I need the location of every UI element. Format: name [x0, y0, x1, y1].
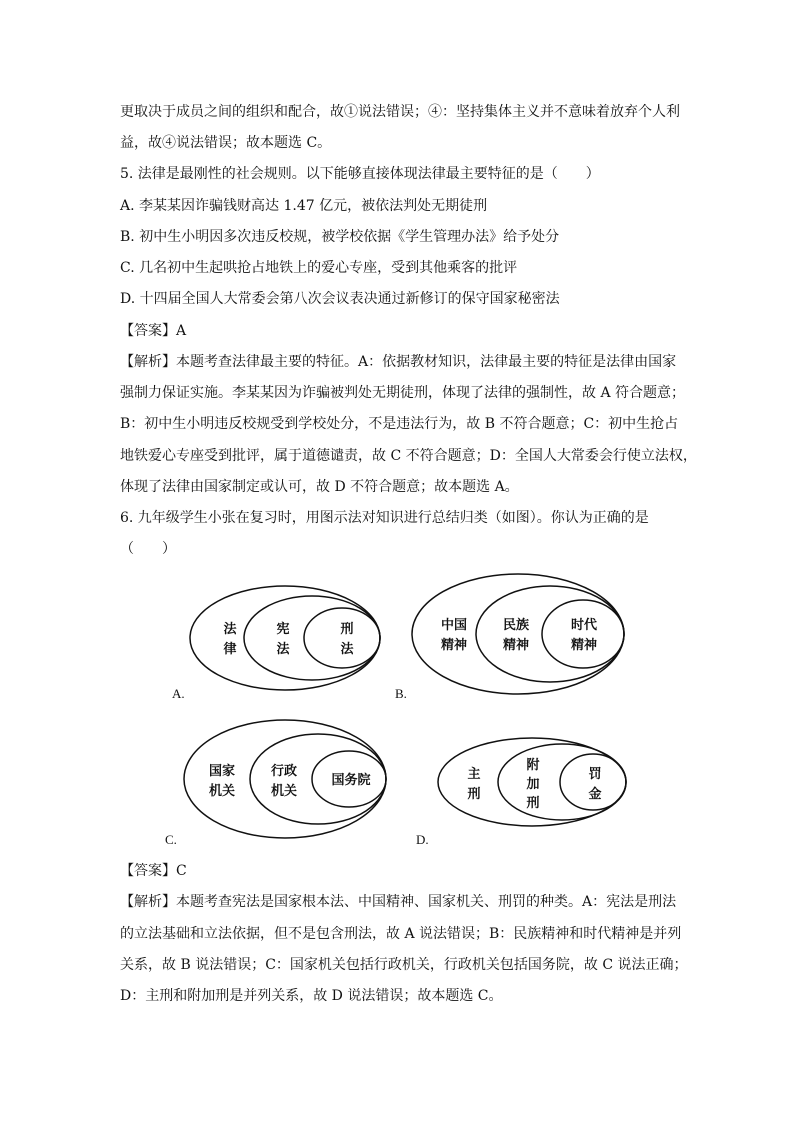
diagram-b-outer-ellipse [412, 574, 624, 694]
diagram-b-middle-line2: 精神 [502, 638, 530, 653]
diagram-c-middle-line2: 机关 [270, 784, 298, 799]
diagram-b [412, 572, 627, 702]
diagram-d-svg [438, 736, 633, 836]
question-6-stem: 6. 九年级学生小张在复习时，用图示法对知识进行总结归类（如图）。你认为正确的是 [120, 510, 649, 526]
diagram-d-outer-line2: 刑 [467, 787, 481, 802]
diagram-b-outer-line2: 精神 [440, 638, 468, 653]
question-6-analysis-1: 【解析】本题考查宪法是国家根本法、中国精神、国家机关、刑罚的种类。A：宪法是刑法 [120, 894, 677, 910]
diagram-c-outer-line1: 国家 [208, 764, 236, 779]
diagram-d-middle-line2: 加 [526, 777, 540, 792]
diagram-a [190, 585, 390, 700]
diagram-d-option-label: D. [416, 832, 429, 847]
diagram-a-svg [190, 585, 390, 700]
question-6-blank: （ ） [120, 541, 176, 557]
question-5-analysis-4: 地铁爱心专座受到批评，属于道德谴责，故 C 不符合题意；D：全国人大常委会行使立法权， [120, 448, 697, 464]
diagram-a-option-label: A. [172, 686, 185, 701]
question-5-analysis-3: B：初中生小明违反校规受到学校处分，不是违法行为，故 B 不符合题意；C：初中生抢占 [120, 416, 679, 432]
diagram-d-middle-line3: 刑 [526, 796, 540, 811]
question-5-analysis-1: 【解析】本题考查法律最主要的特征。A：依据教材知识，法律最主要的特征是法律由国家 [120, 354, 677, 370]
diagram-b-inner-line1: 时代 [570, 618, 598, 633]
diagram-a-middle-line2: 法 [276, 642, 290, 657]
question-5-analysis-2: 强制力保证实施。李某某因为诈骗被判处无期徒刑，体现了法律的强制性，故 A 符合题意； [120, 385, 686, 401]
diagram-a-middle-ellipse [244, 596, 380, 680]
diagram-a-middle-line1: 宪 [276, 622, 290, 637]
question-5-stem: 5. 法律是最刚性的社会规则。以下能够直接体现法律最主要特征的是（ ） [120, 166, 600, 182]
diagram-a-inner-line2: 法 [340, 642, 354, 657]
diagram-c [184, 718, 389, 843]
diagram-d [438, 736, 633, 836]
question-5-option-d: D. 十四届全国人大常委会第八次会议表决通过新修订的保守国家秘密法 [120, 291, 560, 307]
diagram-d-inner-line2: 金 [588, 787, 602, 802]
diagram-d-middle-ellipse [498, 744, 626, 820]
diagram-b-middle-ellipse [476, 586, 624, 682]
question-5-option-a: A. 李某某因诈骗钱财高达 1.47 亿元，被依法判处无期徒刑 [120, 198, 488, 214]
diagram-c-outer-line2: 机关 [208, 784, 236, 799]
diagram-d-inner-line1: 罚 [588, 767, 602, 782]
diagram-d-outer-line1: 主 [467, 767, 481, 782]
diagram-a-inner-ellipse [304, 608, 380, 668]
diagram-b-option-label: B. [395, 686, 407, 701]
diagram-c-option-label: C. [165, 832, 177, 847]
diagram-b-middle-line1: 民族 [502, 618, 530, 633]
diagram-b-svg [412, 572, 627, 702]
diagram-a-outer-ellipse [190, 586, 380, 690]
question-6-analysis-3: 关系，故 B 说法错误；C：国家机关包括行政机关，行政机关包括国务院，故 C 说法正确； [120, 957, 688, 973]
question-5-option-c: C. 几名初中生起哄抢占地铁上的爱心专座，受到其他乘客的批评 [120, 260, 518, 276]
diagram-a-inner-line1: 刑 [340, 622, 354, 637]
text-line-2: 益，故④说法错误；故本题选 C。 [120, 135, 332, 151]
diagram-b-outer-line1: 中国 [440, 618, 468, 633]
diagram-a-outer-line1: 法 [223, 622, 237, 637]
diagram-c-inner-line1: 国务院 [331, 773, 371, 788]
diagram-d-middle-line1: 附 [526, 758, 540, 773]
question-5-analysis-5: 体现了法律由国家制定或认可，故 D 不符合题意；故本题选 A。 [120, 479, 519, 495]
question-6-analysis-4: D：主刑和附加刑是并列关系，故 D 说法错误；故本题选 C。 [120, 988, 503, 1004]
diagram-b-inner-ellipse [542, 600, 624, 668]
diagram-c-middle-line1: 行政 [270, 764, 298, 779]
text-line-1: 更取决于成员之间的组织和配合，故①说法错误；④：坚持集体主义并不意味着放弃个人利 [120, 104, 680, 120]
question-5-option-b: B. 初中生小明因多次违反校规，被学校依据《学生管理办法》给予处分 [120, 229, 560, 245]
question-6-answer: 【答案】C [120, 863, 187, 879]
diagram-b-inner-line2: 精神 [570, 638, 598, 653]
question-5-answer: 【答案】A [120, 323, 187, 339]
diagram-a-outer-line2: 律 [223, 642, 237, 657]
diagram-c-svg [184, 718, 389, 843]
question-6-analysis-2: 的立法基础和立法依据，但不是包含刑法，故 A 说法错误；B：民族精神和时代精神是并列 [120, 926, 682, 942]
